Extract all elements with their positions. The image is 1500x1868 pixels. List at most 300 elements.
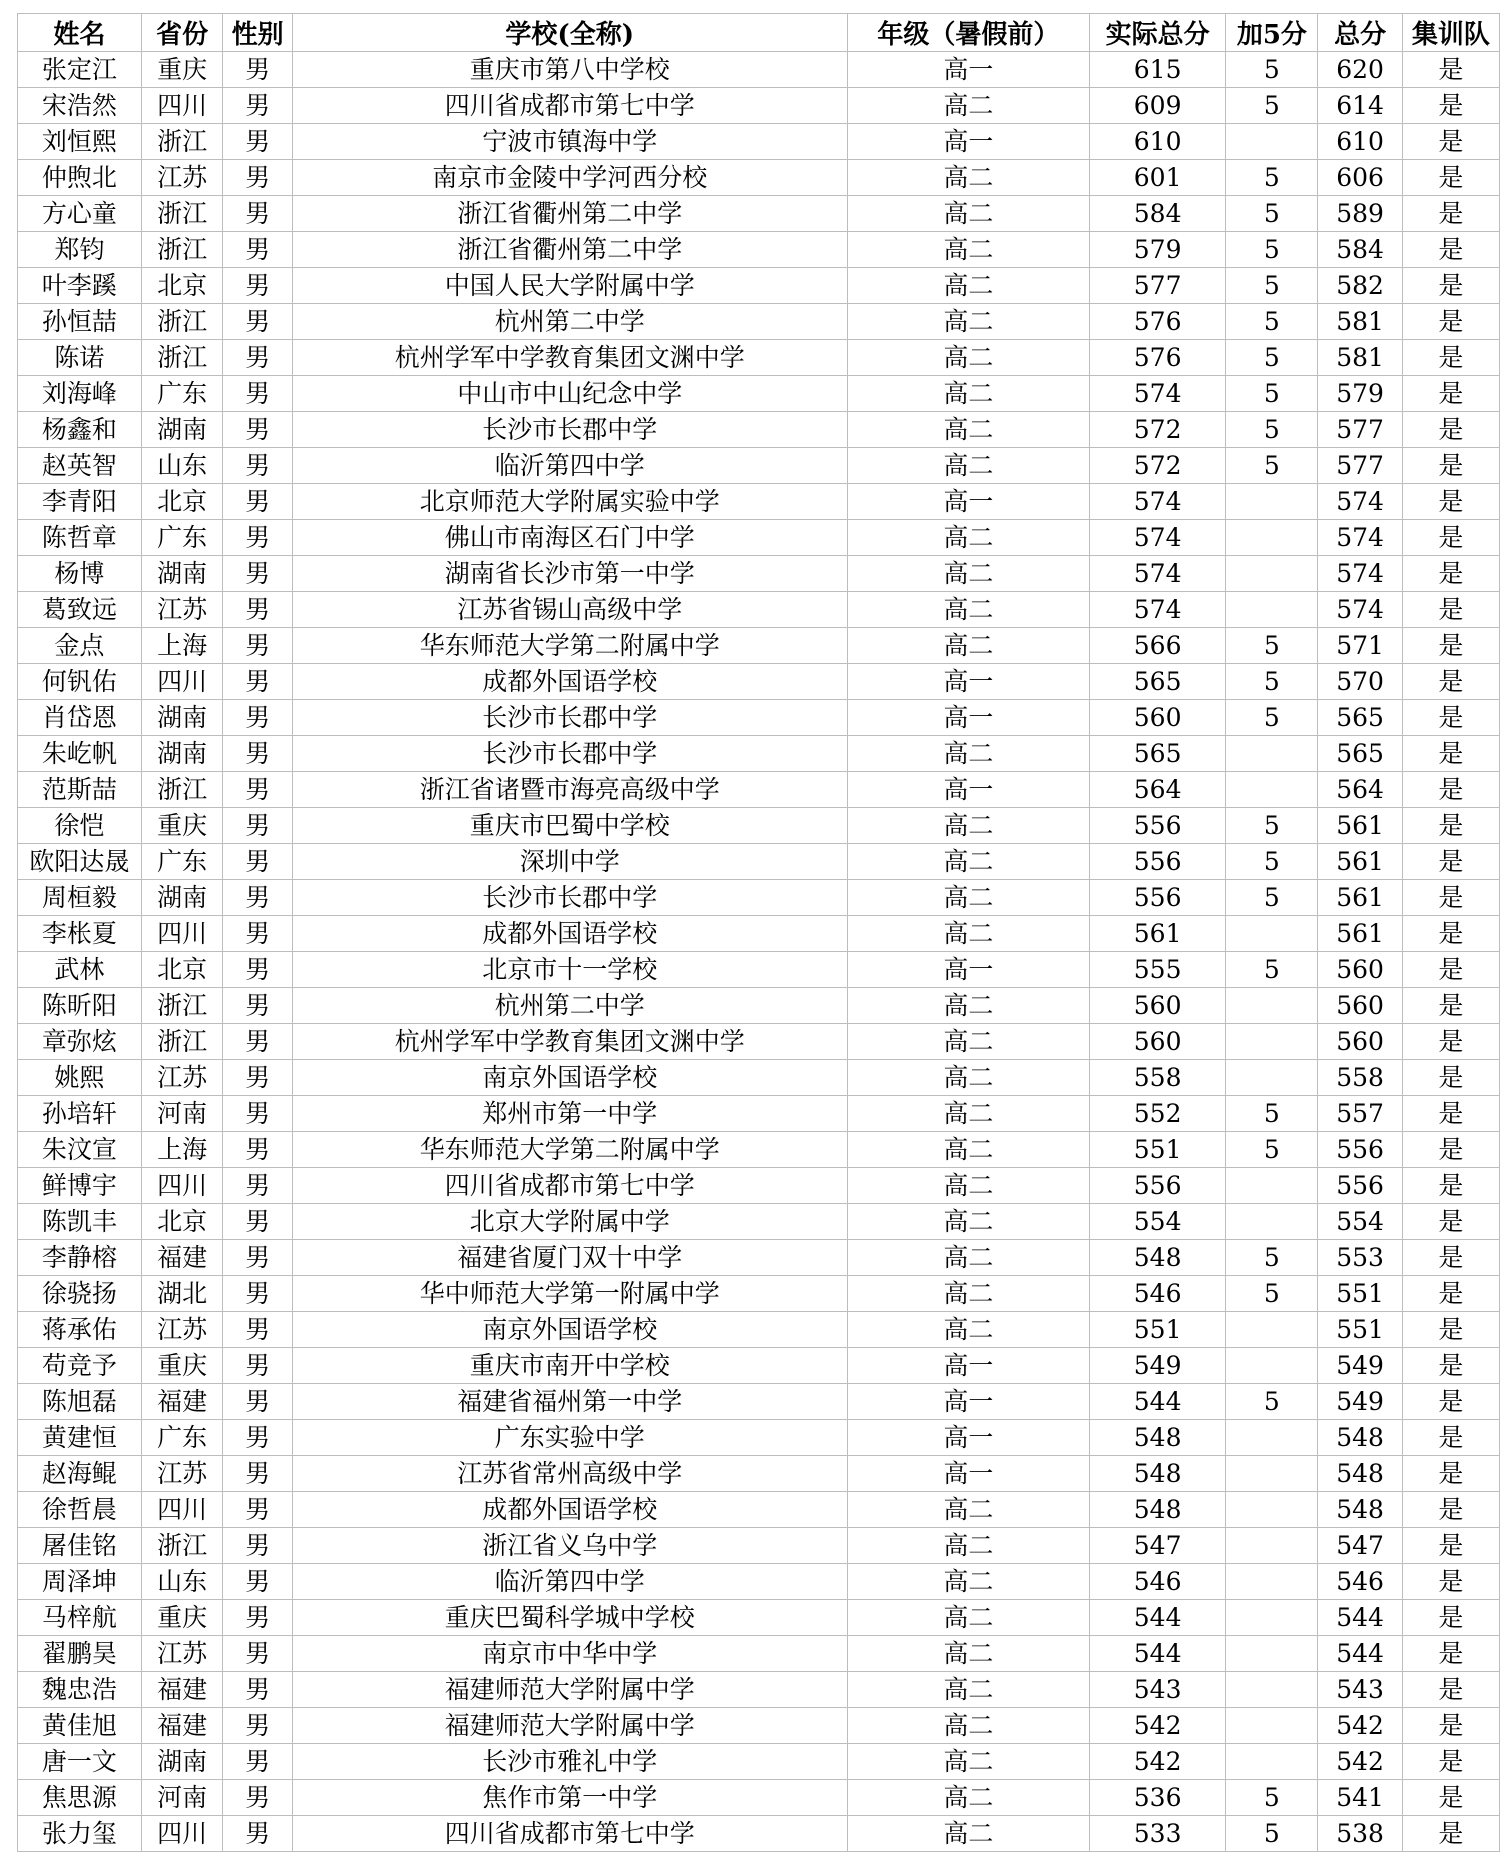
table-row bbox=[18, 304, 1500, 340]
cell-bonus bbox=[1226, 520, 1318, 556]
table-row bbox=[18, 628, 1500, 664]
cell-province: 上海 bbox=[141, 628, 223, 664]
cell-training-team: 是 bbox=[1402, 1348, 1499, 1384]
cell-province: 四川 bbox=[141, 1816, 223, 1852]
cell-school: 北京大学附属中学 bbox=[292, 1204, 847, 1240]
cell-bonus bbox=[1226, 736, 1318, 772]
cell-grade: 高二 bbox=[847, 448, 1089, 484]
cell-actual-score: 546 bbox=[1089, 1276, 1225, 1312]
cell-province: 浙江 bbox=[141, 232, 223, 268]
cell-grade: 高一 bbox=[847, 952, 1089, 988]
cell-province: 江苏 bbox=[141, 1060, 223, 1096]
cell-gender: 男 bbox=[223, 484, 292, 520]
cell-name: 屠佳铭 bbox=[18, 1528, 142, 1564]
cell-name: 黄佳旭 bbox=[18, 1708, 142, 1744]
cell-total-score: 542 bbox=[1318, 1708, 1402, 1744]
cell-actual-score: 564 bbox=[1089, 772, 1225, 808]
cell-grade: 高二 bbox=[847, 1240, 1089, 1276]
cell-actual-score: 576 bbox=[1089, 340, 1225, 376]
cell-training-team: 是 bbox=[1402, 1672, 1499, 1708]
cell-school: 佛山市南海区石门中学 bbox=[292, 520, 847, 556]
cell-actual-score: 579 bbox=[1089, 232, 1225, 268]
cell-actual-score: 574 bbox=[1089, 484, 1225, 520]
table-row bbox=[18, 376, 1500, 412]
cell-province: 北京 bbox=[141, 268, 223, 304]
cell-name: 孙培轩 bbox=[18, 1096, 142, 1132]
cell-total-score: 574 bbox=[1318, 592, 1402, 628]
cell-bonus bbox=[1226, 1348, 1318, 1384]
cell-gender: 男 bbox=[223, 88, 292, 124]
cell-actual-score: 560 bbox=[1089, 700, 1225, 736]
cell-gender: 男 bbox=[223, 592, 292, 628]
cell-grade: 高二 bbox=[847, 592, 1089, 628]
cell-grade: 高二 bbox=[847, 1492, 1089, 1528]
cell-training-team: 是 bbox=[1402, 808, 1499, 844]
cell-grade: 高二 bbox=[847, 1600, 1089, 1636]
cell-school: 四川省成都市第七中学 bbox=[292, 1816, 847, 1852]
header-training-team: 集训队 bbox=[1402, 14, 1499, 52]
cell-total-score: 577 bbox=[1318, 412, 1402, 448]
cell-school: 成都外国语学校 bbox=[292, 1492, 847, 1528]
header-row bbox=[18, 14, 1500, 52]
table-row bbox=[18, 1744, 1500, 1780]
cell-gender: 男 bbox=[223, 1708, 292, 1744]
cell-name: 赵海鲲 bbox=[18, 1456, 142, 1492]
table-row bbox=[18, 1456, 1500, 1492]
cell-training-team: 是 bbox=[1402, 376, 1499, 412]
cell-name: 赵英智 bbox=[18, 448, 142, 484]
cell-province: 重庆 bbox=[141, 1600, 223, 1636]
cell-school: 四川省成都市第七中学 bbox=[292, 1168, 847, 1204]
cell-province: 湖北 bbox=[141, 1276, 223, 1312]
cell-grade: 高一 bbox=[847, 664, 1089, 700]
cell-training-team: 是 bbox=[1402, 88, 1499, 124]
table-row bbox=[18, 556, 1500, 592]
cell-bonus: 5 bbox=[1226, 1384, 1318, 1420]
cell-total-score: 558 bbox=[1318, 1060, 1402, 1096]
cell-training-team: 是 bbox=[1402, 304, 1499, 340]
cell-school: 重庆市第八中学校 bbox=[292, 52, 847, 88]
cell-grade: 高一 bbox=[847, 772, 1089, 808]
cell-name: 姚熙 bbox=[18, 1060, 142, 1096]
cell-province: 湖南 bbox=[141, 556, 223, 592]
cell-bonus bbox=[1226, 556, 1318, 592]
cell-total-score: 565 bbox=[1318, 736, 1402, 772]
cell-grade: 高二 bbox=[847, 232, 1089, 268]
cell-bonus: 5 bbox=[1226, 160, 1318, 196]
cell-actual-score: 574 bbox=[1089, 520, 1225, 556]
cell-total-score: 565 bbox=[1318, 700, 1402, 736]
cell-school: 中国人民大学附属中学 bbox=[292, 268, 847, 304]
cell-actual-score: 574 bbox=[1089, 592, 1225, 628]
cell-grade: 高二 bbox=[847, 1672, 1089, 1708]
cell-name: 范斯喆 bbox=[18, 772, 142, 808]
cell-province: 浙江 bbox=[141, 340, 223, 376]
cell-province: 山东 bbox=[141, 1564, 223, 1600]
cell-gender: 男 bbox=[223, 124, 292, 160]
cell-actual-score: 551 bbox=[1089, 1132, 1225, 1168]
cell-school: 浙江省义乌中学 bbox=[292, 1528, 847, 1564]
cell-actual-score: 548 bbox=[1089, 1456, 1225, 1492]
table-row bbox=[18, 1528, 1500, 1564]
cell-grade: 高二 bbox=[847, 196, 1089, 232]
cell-school: 郑州市第一中学 bbox=[292, 1096, 847, 1132]
cell-school: 南京外国语学校 bbox=[292, 1312, 847, 1348]
cell-training-team: 是 bbox=[1402, 1168, 1499, 1204]
cell-name: 周泽坤 bbox=[18, 1564, 142, 1600]
table-row bbox=[18, 1708, 1500, 1744]
cell-total-score: 614 bbox=[1318, 88, 1402, 124]
cell-actual-score: 533 bbox=[1089, 1816, 1225, 1852]
cell-actual-score: 560 bbox=[1089, 1024, 1225, 1060]
cell-training-team: 是 bbox=[1402, 1024, 1499, 1060]
cell-gender: 男 bbox=[223, 1384, 292, 1420]
cell-actual-score: 574 bbox=[1089, 376, 1225, 412]
cell-bonus: 5 bbox=[1226, 700, 1318, 736]
header-gender: 性别 bbox=[223, 14, 292, 52]
cell-total-score: 543 bbox=[1318, 1672, 1402, 1708]
cell-bonus bbox=[1226, 1564, 1318, 1600]
cell-bonus: 5 bbox=[1226, 1096, 1318, 1132]
cell-total-score: 584 bbox=[1318, 232, 1402, 268]
cell-actual-score: 576 bbox=[1089, 304, 1225, 340]
cell-bonus bbox=[1226, 592, 1318, 628]
cell-training-team: 是 bbox=[1402, 1528, 1499, 1564]
cell-gender: 男 bbox=[223, 1456, 292, 1492]
cell-grade: 高二 bbox=[847, 556, 1089, 592]
cell-total-score: 574 bbox=[1318, 556, 1402, 592]
cell-province: 福建 bbox=[141, 1384, 223, 1420]
cell-actual-score: 609 bbox=[1089, 88, 1225, 124]
cell-total-score: 561 bbox=[1318, 844, 1402, 880]
header-actual-score: 实际总分 bbox=[1089, 14, 1225, 52]
cell-total-score: 574 bbox=[1318, 484, 1402, 520]
cell-grade: 高一 bbox=[847, 484, 1089, 520]
spreadsheet bbox=[17, 13, 1500, 1852]
cell-gender: 男 bbox=[223, 1492, 292, 1528]
cell-bonus: 5 bbox=[1226, 952, 1318, 988]
cell-gender: 男 bbox=[223, 1240, 292, 1276]
cell-gender: 男 bbox=[223, 1060, 292, 1096]
cell-actual-score: 543 bbox=[1089, 1672, 1225, 1708]
cell-gender: 男 bbox=[223, 304, 292, 340]
cell-bonus bbox=[1226, 1060, 1318, 1096]
cell-grade: 高二 bbox=[847, 1708, 1089, 1744]
cell-name: 张力玺 bbox=[18, 1816, 142, 1852]
cell-bonus: 5 bbox=[1226, 88, 1318, 124]
cell-bonus bbox=[1226, 1672, 1318, 1708]
table-row bbox=[18, 1564, 1500, 1600]
cell-school: 重庆市巴蜀中学校 bbox=[292, 808, 847, 844]
cell-name: 何钒佑 bbox=[18, 664, 142, 700]
cell-gender: 男 bbox=[223, 448, 292, 484]
cell-grade: 高二 bbox=[847, 1168, 1089, 1204]
cell-province: 重庆 bbox=[141, 1348, 223, 1384]
cell-bonus bbox=[1226, 1708, 1318, 1744]
cell-school: 临沂第四中学 bbox=[292, 448, 847, 484]
cell-name: 叶李蹊 bbox=[18, 268, 142, 304]
cell-grade: 高二 bbox=[847, 628, 1089, 664]
cell-bonus bbox=[1226, 484, 1318, 520]
cell-bonus: 5 bbox=[1226, 664, 1318, 700]
cell-training-team: 是 bbox=[1402, 1564, 1499, 1600]
cell-school: 宁波市镇海中学 bbox=[292, 124, 847, 160]
cell-total-score: 561 bbox=[1318, 808, 1402, 844]
cell-actual-score: 561 bbox=[1089, 916, 1225, 952]
cell-actual-score: 615 bbox=[1089, 52, 1225, 88]
cell-province: 江苏 bbox=[141, 1636, 223, 1672]
cell-bonus: 5 bbox=[1226, 880, 1318, 916]
cell-school: 北京市十一学校 bbox=[292, 952, 847, 988]
table-row bbox=[18, 808, 1500, 844]
cell-school: 长沙市长郡中学 bbox=[292, 700, 847, 736]
cell-actual-score: 536 bbox=[1089, 1780, 1225, 1816]
table-row bbox=[18, 952, 1500, 988]
cell-actual-score: 551 bbox=[1089, 1312, 1225, 1348]
cell-name: 陈旭磊 bbox=[18, 1384, 142, 1420]
cell-total-score: 544 bbox=[1318, 1636, 1402, 1672]
cell-training-team: 是 bbox=[1402, 1312, 1499, 1348]
cell-name: 鲜博宇 bbox=[18, 1168, 142, 1204]
table-row bbox=[18, 1636, 1500, 1672]
cell-name: 武林 bbox=[18, 952, 142, 988]
cell-training-team: 是 bbox=[1402, 52, 1499, 88]
cell-name: 仲煦北 bbox=[18, 160, 142, 196]
cell-name: 刘恒熙 bbox=[18, 124, 142, 160]
cell-bonus: 5 bbox=[1226, 1816, 1318, 1852]
cell-actual-score: 555 bbox=[1089, 952, 1225, 988]
cell-gender: 男 bbox=[223, 988, 292, 1024]
cell-bonus bbox=[1226, 772, 1318, 808]
cell-actual-score: 556 bbox=[1089, 880, 1225, 916]
cell-total-score: 548 bbox=[1318, 1456, 1402, 1492]
cell-gender: 男 bbox=[223, 628, 292, 664]
cell-school: 杭州学军中学教育集团文渊中学 bbox=[292, 340, 847, 376]
cell-actual-score: 548 bbox=[1089, 1240, 1225, 1276]
cell-bonus bbox=[1226, 988, 1318, 1024]
cell-province: 浙江 bbox=[141, 772, 223, 808]
cell-actual-score: 572 bbox=[1089, 448, 1225, 484]
cell-gender: 男 bbox=[223, 1348, 292, 1384]
cell-name: 金点 bbox=[18, 628, 142, 664]
cell-actual-score: 565 bbox=[1089, 664, 1225, 700]
cell-bonus: 5 bbox=[1226, 304, 1318, 340]
cell-training-team: 是 bbox=[1402, 448, 1499, 484]
cell-total-score: 577 bbox=[1318, 448, 1402, 484]
cell-name: 李静榕 bbox=[18, 1240, 142, 1276]
cell-actual-score: 547 bbox=[1089, 1528, 1225, 1564]
cell-name: 刘海峰 bbox=[18, 376, 142, 412]
cell-grade: 高一 bbox=[847, 700, 1089, 736]
cell-school: 江苏省锡山高级中学 bbox=[292, 592, 847, 628]
cell-province: 四川 bbox=[141, 1168, 223, 1204]
cell-name: 徐骁扬 bbox=[18, 1276, 142, 1312]
cell-province: 河南 bbox=[141, 1780, 223, 1816]
cell-province: 广东 bbox=[141, 1420, 223, 1456]
cell-training-team: 是 bbox=[1402, 268, 1499, 304]
header-school: 学校(全称) bbox=[292, 14, 847, 52]
cell-province: 北京 bbox=[141, 1204, 223, 1240]
cell-province: 湖南 bbox=[141, 736, 223, 772]
cell-gender: 男 bbox=[223, 1564, 292, 1600]
cell-province: 四川 bbox=[141, 664, 223, 700]
cell-total-score: 571 bbox=[1318, 628, 1402, 664]
cell-gender: 男 bbox=[223, 1132, 292, 1168]
cell-training-team: 是 bbox=[1402, 160, 1499, 196]
table-row bbox=[18, 1384, 1500, 1420]
cell-gender: 男 bbox=[223, 196, 292, 232]
table-row bbox=[18, 1060, 1500, 1096]
cell-name: 唐一文 bbox=[18, 1744, 142, 1780]
cell-school: 华东师范大学第二附属中学 bbox=[292, 628, 847, 664]
cell-actual-score: 560 bbox=[1089, 988, 1225, 1024]
cell-training-team: 是 bbox=[1402, 520, 1499, 556]
cell-gender: 男 bbox=[223, 1672, 292, 1708]
cell-grade: 高一 bbox=[847, 1456, 1089, 1492]
cell-school: 华中师范大学第一附属中学 bbox=[292, 1276, 847, 1312]
cell-total-score: 541 bbox=[1318, 1780, 1402, 1816]
cell-grade: 高二 bbox=[847, 844, 1089, 880]
cell-gender: 男 bbox=[223, 268, 292, 304]
cell-grade: 高二 bbox=[847, 1780, 1089, 1816]
cell-bonus: 5 bbox=[1226, 628, 1318, 664]
cell-training-team: 是 bbox=[1402, 1816, 1499, 1852]
cell-name: 陈昕阳 bbox=[18, 988, 142, 1024]
cell-total-score: 570 bbox=[1318, 664, 1402, 700]
cell-total-score: 574 bbox=[1318, 520, 1402, 556]
cell-province: 北京 bbox=[141, 952, 223, 988]
cell-school: 成都外国语学校 bbox=[292, 916, 847, 952]
cell-actual-score: 556 bbox=[1089, 808, 1225, 844]
cell-name: 李枨夏 bbox=[18, 916, 142, 952]
cell-school: 华东师范大学第二附属中学 bbox=[292, 1132, 847, 1168]
cell-training-team: 是 bbox=[1402, 1060, 1499, 1096]
table-row bbox=[18, 772, 1500, 808]
cell-grade: 高二 bbox=[847, 304, 1089, 340]
cell-school: 杭州第二中学 bbox=[292, 988, 847, 1024]
cell-bonus bbox=[1226, 1600, 1318, 1636]
cell-name: 马梓航 bbox=[18, 1600, 142, 1636]
cell-training-team: 是 bbox=[1402, 916, 1499, 952]
cell-grade: 高一 bbox=[847, 1420, 1089, 1456]
cell-province: 浙江 bbox=[141, 1528, 223, 1564]
cell-name: 陈哲章 bbox=[18, 520, 142, 556]
header-name: 姓名 bbox=[18, 14, 142, 52]
cell-school: 广东实验中学 bbox=[292, 1420, 847, 1456]
cell-school: 重庆市南开中学校 bbox=[292, 1348, 847, 1384]
cell-bonus bbox=[1226, 1636, 1318, 1672]
table-row bbox=[18, 412, 1500, 448]
cell-gender: 男 bbox=[223, 160, 292, 196]
cell-name: 孙恒喆 bbox=[18, 304, 142, 340]
cell-total-score: 556 bbox=[1318, 1132, 1402, 1168]
cell-name: 朱屹帆 bbox=[18, 736, 142, 772]
cell-name: 魏忠浩 bbox=[18, 1672, 142, 1708]
cell-school: 长沙市长郡中学 bbox=[292, 880, 847, 916]
cell-grade: 高二 bbox=[847, 1636, 1089, 1672]
cell-name: 宋浩然 bbox=[18, 88, 142, 124]
cell-total-score: 551 bbox=[1318, 1276, 1402, 1312]
cell-bonus: 5 bbox=[1226, 340, 1318, 376]
cell-school: 福建师范大学附属中学 bbox=[292, 1672, 847, 1708]
cell-training-team: 是 bbox=[1402, 772, 1499, 808]
cell-total-score: 581 bbox=[1318, 304, 1402, 340]
cell-actual-score: 572 bbox=[1089, 412, 1225, 448]
cell-training-team: 是 bbox=[1402, 1492, 1499, 1528]
cell-school: 浙江省衢州第二中学 bbox=[292, 196, 847, 232]
cell-training-team: 是 bbox=[1402, 880, 1499, 916]
table-row bbox=[18, 88, 1500, 124]
cell-actual-score: 554 bbox=[1089, 1204, 1225, 1240]
cell-name: 朱汶宣 bbox=[18, 1132, 142, 1168]
cell-actual-score: 574 bbox=[1089, 556, 1225, 592]
cell-name: 肖岱恩 bbox=[18, 700, 142, 736]
table-row bbox=[18, 448, 1500, 484]
table-row bbox=[18, 124, 1500, 160]
cell-bonus bbox=[1226, 1492, 1318, 1528]
cell-school: 重庆巴蜀科学城中学校 bbox=[292, 1600, 847, 1636]
cell-actual-score: 558 bbox=[1089, 1060, 1225, 1096]
cell-total-score: 554 bbox=[1318, 1204, 1402, 1240]
cell-training-team: 是 bbox=[1402, 988, 1499, 1024]
cell-training-team: 是 bbox=[1402, 412, 1499, 448]
table-row bbox=[18, 1132, 1500, 1168]
cell-total-score: 620 bbox=[1318, 52, 1402, 88]
cell-total-score: 564 bbox=[1318, 772, 1402, 808]
cell-bonus bbox=[1226, 1312, 1318, 1348]
table-row bbox=[18, 1312, 1500, 1348]
cell-training-team: 是 bbox=[1402, 844, 1499, 880]
cell-training-team: 是 bbox=[1402, 1708, 1499, 1744]
cell-training-team: 是 bbox=[1402, 592, 1499, 628]
cell-name: 章弥炫 bbox=[18, 1024, 142, 1060]
cell-total-score: 557 bbox=[1318, 1096, 1402, 1132]
cell-province: 江苏 bbox=[141, 1312, 223, 1348]
table-row bbox=[18, 1816, 1500, 1852]
cell-bonus bbox=[1226, 916, 1318, 952]
cell-province: 广东 bbox=[141, 376, 223, 412]
cell-grade: 高二 bbox=[847, 160, 1089, 196]
cell-total-score: 560 bbox=[1318, 988, 1402, 1024]
cell-gender: 男 bbox=[223, 916, 292, 952]
cell-name: 徐哲晨 bbox=[18, 1492, 142, 1528]
cell-school: 长沙市长郡中学 bbox=[292, 412, 847, 448]
table-row bbox=[18, 160, 1500, 196]
cell-name: 葛致远 bbox=[18, 592, 142, 628]
table-row bbox=[18, 664, 1500, 700]
cell-province: 湖南 bbox=[141, 880, 223, 916]
cell-name: 杨鑫和 bbox=[18, 412, 142, 448]
cell-gender: 男 bbox=[223, 1312, 292, 1348]
table-row bbox=[18, 988, 1500, 1024]
cell-school: 浙江省衢州第二中学 bbox=[292, 232, 847, 268]
cell-training-team: 是 bbox=[1402, 1384, 1499, 1420]
table-row bbox=[18, 1492, 1500, 1528]
cell-name: 周桓毅 bbox=[18, 880, 142, 916]
cell-total-score: 549 bbox=[1318, 1348, 1402, 1384]
cell-bonus: 5 bbox=[1226, 808, 1318, 844]
cell-bonus bbox=[1226, 1204, 1318, 1240]
cell-grade: 高二 bbox=[847, 1132, 1089, 1168]
cell-name: 苟竞予 bbox=[18, 1348, 142, 1384]
cell-province: 福建 bbox=[141, 1672, 223, 1708]
cell-grade: 高二 bbox=[847, 1564, 1089, 1600]
cell-bonus: 5 bbox=[1226, 196, 1318, 232]
cell-province: 湖南 bbox=[141, 700, 223, 736]
cell-province: 河南 bbox=[141, 1096, 223, 1132]
cell-actual-score: 601 bbox=[1089, 160, 1225, 196]
cell-name: 杨博 bbox=[18, 556, 142, 592]
